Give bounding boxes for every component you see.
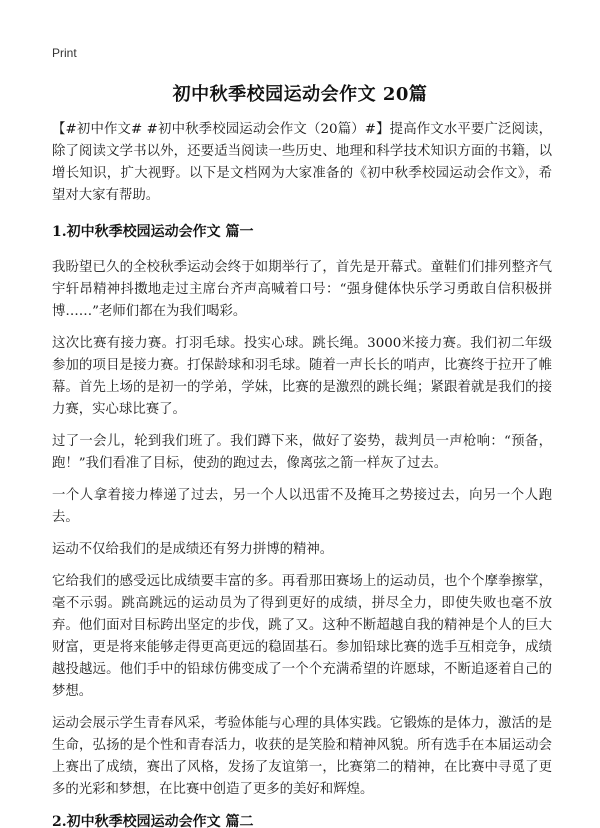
- page-title: 初中秋季校园运动会作文 20篇: [172, 84, 428, 105]
- intro-paragraph: 【#初中作文# #初中秋季校园运动会作文（20篇）#】提高作文水平要广泛阅读，除了阅读文学书以外，还要适当阅读一些历史、地理和科学技术知识方面的书籍，以增长知识，扩大视野。以下是文档网为大家准备的《初中秋季校园运动会作文》，希望对大家有帮助。: [52, 122, 552, 203]
- paragraph-2: 这次比赛有接力赛。打羽毛球。投实心球。跳长绳。3000米接力赛。我们初二年级参加的项目是接力赛。打保龄球和羽毛球。随着一声长长的哨声，比赛终于拉开了帷幕。首先上场的是初一的学弟，学妹，比赛的是激烈的跳长绳；紧跟着就是我们的接力赛，实心球比赛了。: [52, 336, 552, 417]
- paragraph-4: 一个人拿着接力棒递了过去，另一个人以迅雷不及掩耳之势接过去，向另一个人跑去。: [52, 488, 552, 525]
- article-body: [52, 119, 552, 828]
- paragraph-1: 我盼望已久的全校秋季运动会终于如期举行了，首先是开幕式。童鞋们们排列整齐气宇轩昂精神抖擞地走过主席台齐声高喊着口号：“强身健体快乐学习勇敢自信积极拼博……”老师们都在为我们喝彩。: [52, 260, 552, 319]
- section-heading-1: 1.初中秋季校园运动会作文 篇一: [52, 224, 254, 240]
- section-heading-2: 2.初中秋季校园运动会作文 篇二: [52, 814, 254, 828]
- paragraph-6: 它给我们的感受远比成绩要丰富的多。再看那田赛场上的运动员，也个个摩拳擦掌，毫不示弱。跳高跳远的运动员为了得到更好的成绩，拼尽全力，即使失败也毫不放弃。他们面对目标跨出坚定的步伐，跳了又。这种不断超越自我的精神是个人的巨大财富，更是将来能够走得更高更远的稳固基石。参加铅球比赛的选手互相竞争，成绩越投越远。他们手中的铅球仿佛变成了一个个充满希望的许愿球，不断追逐着自己的梦想。: [52, 574, 552, 699]
- paragraph-5: 运动不仅给我们的是成绩还有努力拼博的精神。: [52, 542, 334, 557]
- paragraph-3: 过了一会儿，轮到我们班了。我们蹲下来，做好了姿势，裁判员一声枪响：“预备，跑！”我们看准了目标，使劲的跑过去，像离弦之箭一样灰了过去。: [52, 434, 552, 471]
- paragraph-7: 运动会展示学生青春风采，考验体能与心理的具体实践。它锻炼的是体力，激活的是生命，弘扬的是个性和青春活力，收获的是笑脸和精神风貌。所有选手在本届运动会上赛出了成绩，赛出了风格，发扬了友谊第一，比赛第二的精神，在比赛中寻觅了更多的光彩和梦想，在比赛中创造了更多的美好和辉煌。: [52, 716, 552, 797]
- print-link[interactable]: Print: [52, 46, 77, 60]
